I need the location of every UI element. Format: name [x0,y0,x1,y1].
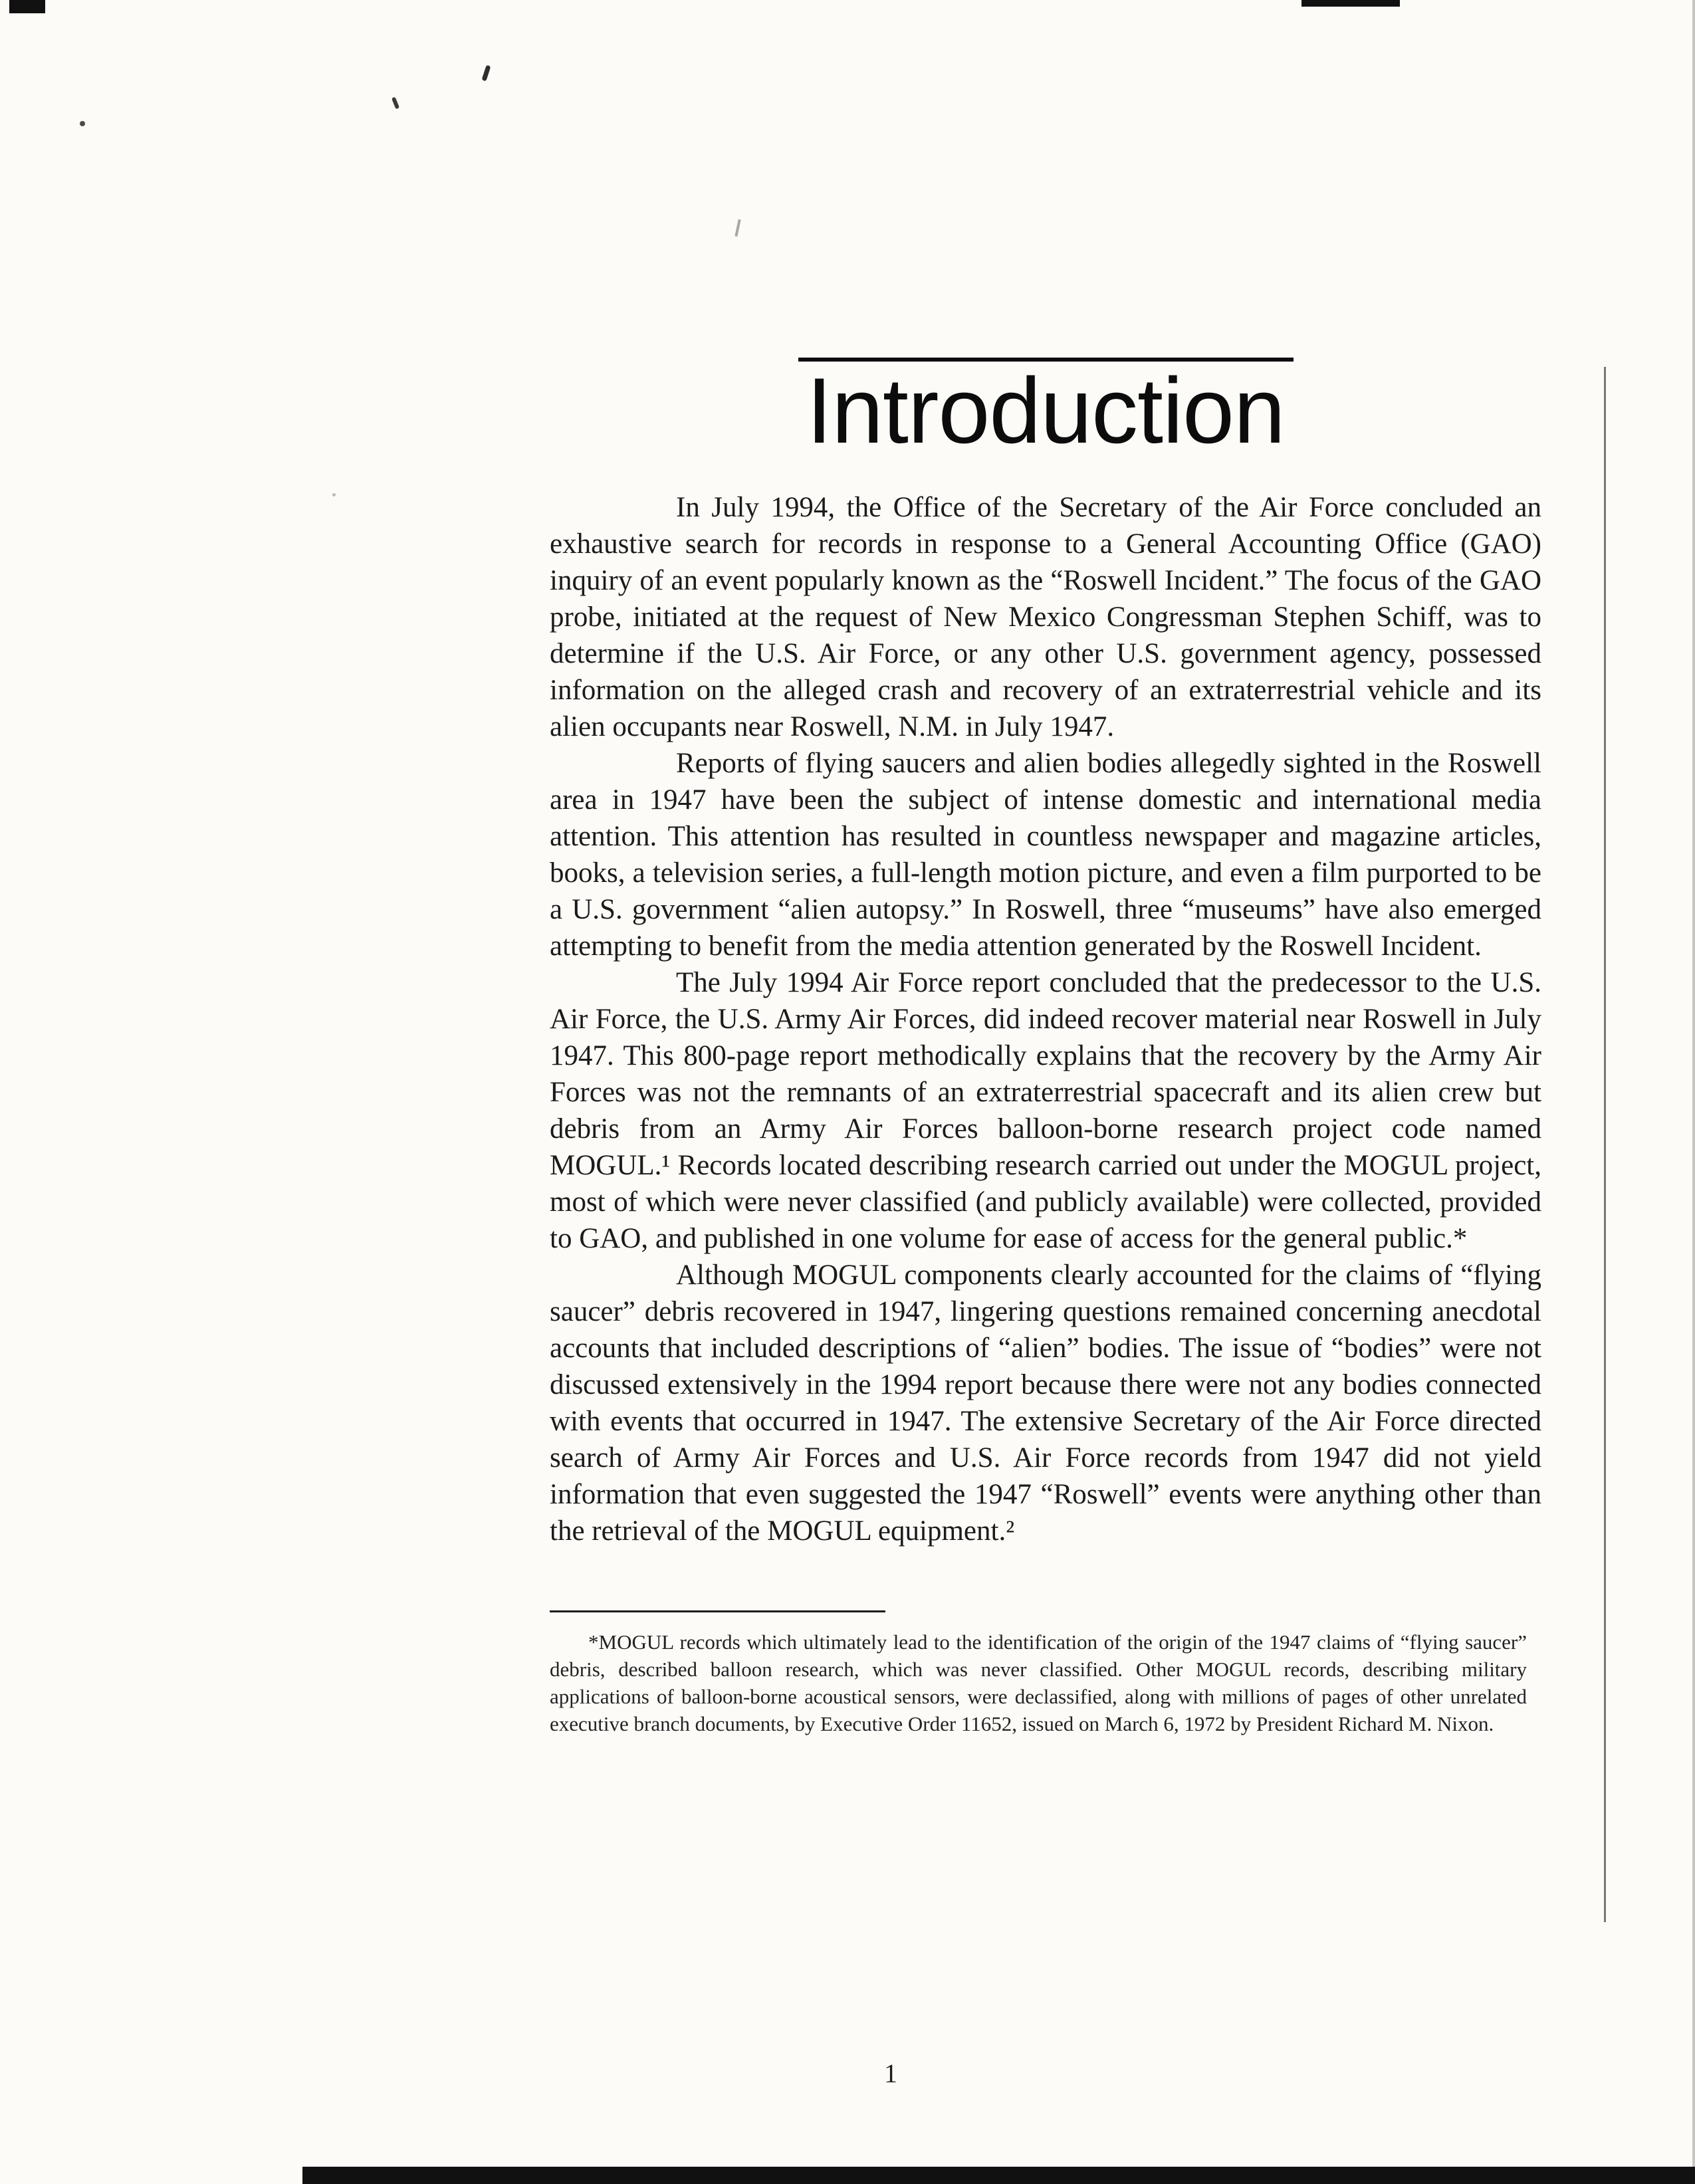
scan-edge-right [1692,0,1695,2184]
page-number: 1 [884,2058,897,2088]
scan-artifact-mark [80,121,85,126]
scan-artifact-mark [332,493,336,496]
content-column [550,358,1541,1737]
scan-artifact-mark [734,219,740,237]
title-block [790,358,1301,463]
scan-artifact-top-right [1301,0,1400,7]
scan-artifact-mark [392,97,399,110]
paragraph-3: The July 1994 Air Force report concluded that the predecessor to the U.S. Air Force, the U.S. Army Air Forces, did indeed recover material near Roswell in July 1947. This 800-page report methodically explains that the recovery by the Army Air Forces was not the remnants of an extraterrestrial spacecraft and its alien crew but debris from an Army Air Forces balloon-borne research project code named MOGUL.¹ Records located describing research carried out under the MOGUL project, most of which were never classified (and publicly available) were collected, provided to GAO, and published in one volume for ease of access for the general public.* [550,967,1541,1254]
paragraph-2: Reports of flying saucers and alien bodies allegedly sighted in the Roswell area in 1947 have been the subject of intense domestic and international media attention. This attention has resulted in countless newspaper and magazine articles, books, a television series, a full-length motion picture, and even a film purported to be a U.S. government “alien autopsy.” In Roswell, three “museums” have also emerged attempting to benefit from the media attention generated by the Roswell Incident. [550,748,1541,962]
page-title: Introduction [806,358,1285,463]
body-text [550,489,1541,1549]
paragraph-4: Although MOGUL components clearly accounted for the claims of “flying saucer” debris recovered in 1947, lingering questions remained concerning anecdotal accounts that included descriptions of “alien” bodies. The issue of “bodies” were not discussed extensively in the 1994 report because there were not any bodies connected with events that occurred in 1947. The extensive Secretary of the Air Force directed search of Army Air Forces and U.S. Air Force records from 1947 did not yield information that even suggested the 1947 “Roswell” events were anything other than the retrieval of the MOGUL equipment.² [550,1259,1541,1547]
paragraph-1: In July 1994, the Office of the Secretary of the Air Force concluded an exhaustive search for records in response to a General Accounting Office (GAO) inquiry of an event popularly known as the “Roswell Incident.” The focus of the GAO probe, initiated at the request of New Mexico Congressman Stephen Schiff, was to determine if the U.S. Air Force, or any other U.S. government agency, possessed information on the alleged crash and recovery of an extraterrestrial vehicle and its alien occupants near Roswell, N.M. in July 1947. [550,492,1541,742]
scan-artifact-vertical-line [1604,367,1606,1922]
scan-artifact-mark [481,65,491,82]
footnote-text: *MOGUL records which ultimately lead to the identification of the origin of the 1947 claims of “flying saucer” debris, described balloon research, which was never classified. Other MOGUL records, describing military applications of balloon-borne acoustical sensors, were declassified, along with millions of pages of other unrelated executive branch documents, by Executive Order 11652, issued on March 6, 1972 by President Richard M. Nixon. [550,1630,1527,1735]
scan-artifact-top-left [9,0,45,13]
scan-artifact-bottom-bar [302,2167,1695,2184]
footnote-separator [550,1610,885,1612]
